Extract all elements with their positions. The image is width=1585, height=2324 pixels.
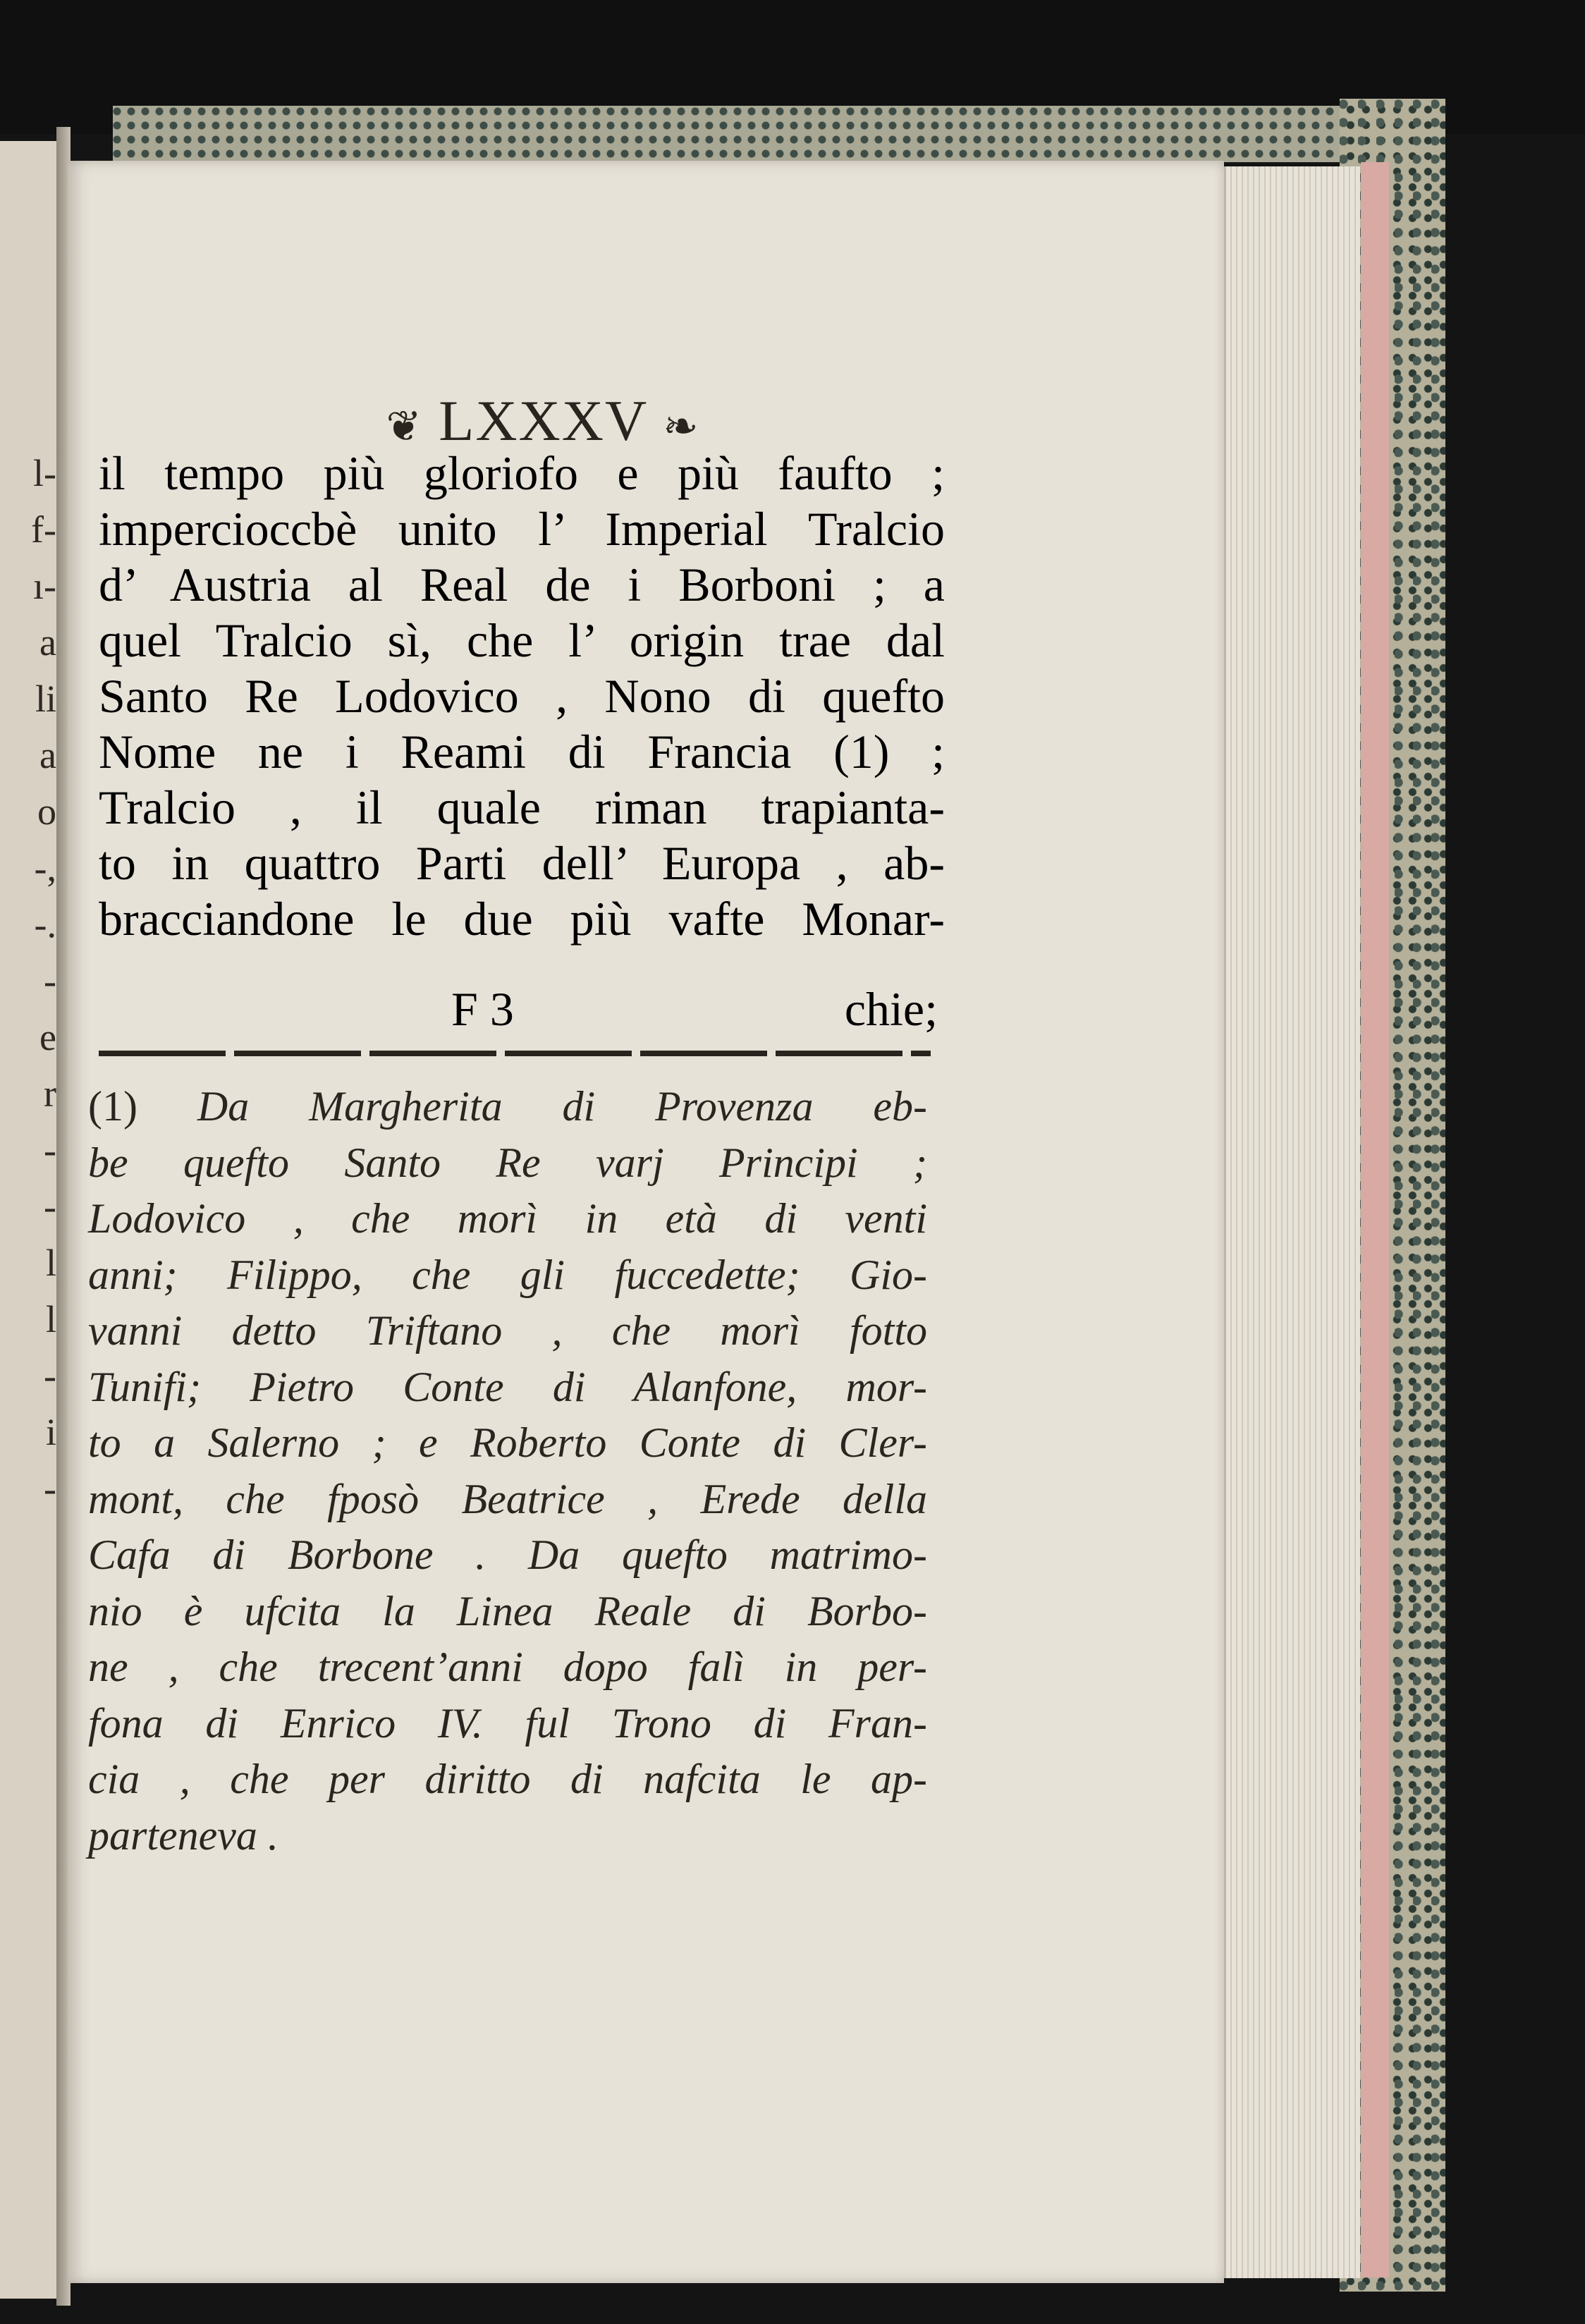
prev-page-fragment: a — [39, 734, 56, 776]
marbled-cover-top — [113, 106, 1438, 162]
text-line: to in quattro Parti dell’ Europa , ab- — [99, 836, 945, 890]
footnote-line: be quefto Santo Re varj Principi ; — [88, 1139, 927, 1186]
prev-page-fragment: -, — [34, 847, 56, 889]
footnote-marker: (1) — [88, 1083, 137, 1130]
footnote-line: Lodovico , che morì in età di venti — [88, 1195, 927, 1242]
signature-row — [99, 981, 945, 1038]
prev-page-fragment: - — [44, 1354, 56, 1397]
text-line: Nome ne i Reami di Francia (1) ; — [99, 725, 945, 778]
footnote-line: parteneva . — [88, 1811, 279, 1859]
prev-page-fragment: - — [44, 960, 56, 1002]
footnote-line: anni; Filippo, che gli fuccedette; Gio- — [88, 1251, 927, 1298]
prev-page-fragment: - — [44, 1467, 56, 1510]
footnote-line: cia , che per diritto di nafcita le ap- — [88, 1756, 927, 1802]
prev-page-fragment: r — [44, 1072, 56, 1115]
footnote-rule — [99, 1051, 931, 1056]
text-line: Santo Re Lodovico , Nono di quefto — [99, 669, 945, 723]
footnote-line: Tunifi; Pietro Conte di Alanfone, mor- — [88, 1363, 927, 1410]
footnote-text: Da Margherita di Provenza eb- — [197, 1083, 927, 1130]
footnote-line — [88, 1079, 927, 1135]
prev-page-fragment: e — [39, 1016, 56, 1058]
main-text — [99, 446, 945, 947]
signature-mark: F 3 — [451, 982, 514, 1036]
text-line: il tempo più gloriofo e più faufto ; — [99, 446, 945, 500]
prev-page-fragment: - — [44, 1185, 56, 1228]
prev-page-fragment: l — [45, 1242, 56, 1284]
previous-page-edge — [0, 141, 61, 2299]
prev-page-fragment: -. — [34, 903, 56, 946]
prev-page-fragment: o — [37, 790, 56, 833]
page-number-roman: LXXXV — [439, 389, 647, 453]
prev-page-fragment: f- — [31, 508, 56, 551]
footnote-line: nio è ufcita la Linea Reale di Borbo- — [88, 1587, 927, 1634]
text-line: Tralcio , il quale riman trapianta- — [99, 781, 945, 834]
prev-page-fragment: ı- — [33, 565, 56, 607]
prev-page-fragment: li — [35, 678, 56, 720]
footnote — [88, 1079, 927, 1864]
footnote-line: vanni detto Triftano , che morì fotto — [88, 1307, 927, 1354]
text-line: impercioccbè unito l’ Imperial Tralcio — [99, 502, 945, 556]
footnote-line: Cafa di Borbone . Da quefto matrimo- — [88, 1531, 927, 1578]
footnote-line: to a Salerno ; e Roberto Conte di Cler- — [88, 1419, 927, 1466]
prev-page-fragment: l- — [33, 452, 56, 494]
text-line: d’ Austria al Real de i Borboni ; a — [99, 558, 945, 611]
endpaper-edge — [1361, 162, 1389, 2277]
footnote-line: fona di Enrico IV. ful Trono di Fran- — [88, 1699, 927, 1747]
prev-page-fragment: - — [44, 1129, 56, 1171]
prev-page-fragment: a — [39, 621, 56, 663]
footnote-line: ne , che trecent’anni dopo falì in per- — [88, 1644, 927, 1690]
running-header — [338, 388, 747, 454]
left-ornament-icon: ❦ — [386, 403, 423, 451]
footnote-line: mont, che fposò Beatrice , Erede della — [88, 1475, 927, 1522]
prev-page-fragment: i — [45, 1411, 56, 1453]
prev-page-fragment: l — [45, 1298, 56, 1340]
page-block-edge — [1224, 166, 1360, 2278]
right-ornament-icon: ❧ — [663, 403, 700, 451]
text-line: quel Tralcio sì, che l’ origin trae dal — [99, 613, 945, 667]
text-line: bracciandone le due più vafte Monar- — [99, 892, 945, 946]
catchword: chie; — [844, 982, 938, 1036]
